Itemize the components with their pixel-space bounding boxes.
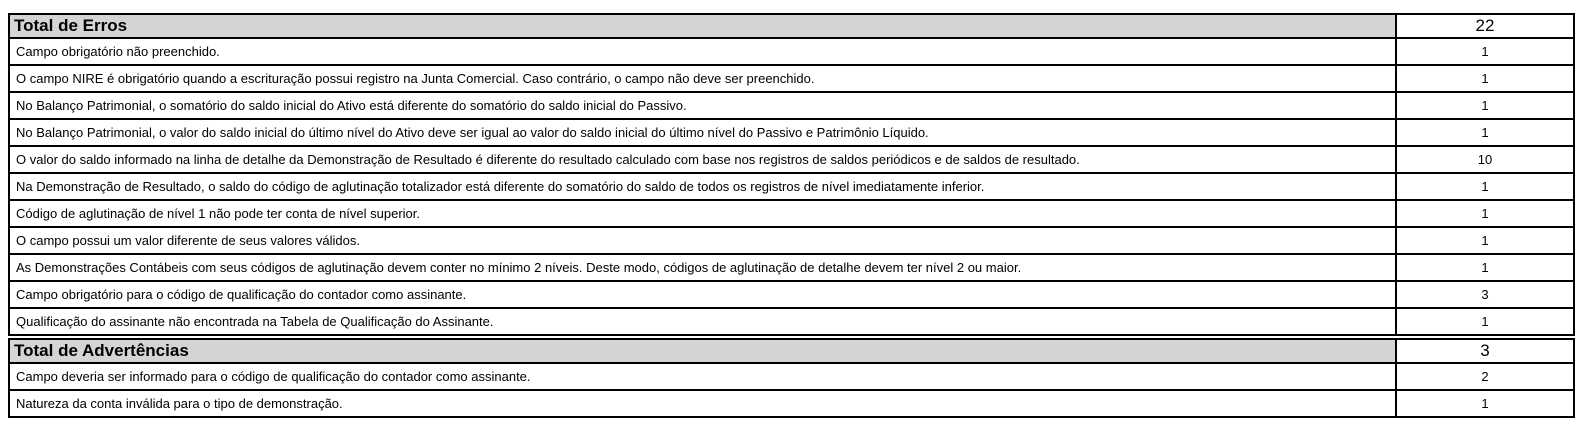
error-description: Código de aglutinação de nível 1 não pode ter conta de nível superior.	[9, 200, 1396, 227]
warnings-total: 3	[1396, 339, 1574, 363]
error-description: O campo NIRE é obrigatório quando a escrituração possui registro na Junta Comercial. Caso contrário, o campo não deve ser preenchido.	[9, 65, 1396, 92]
table-row	[9, 173, 1574, 200]
error-count: 1	[1396, 65, 1574, 92]
table-row	[9, 254, 1574, 281]
errors-title: Total de Erros	[9, 14, 1396, 38]
error-count: 1	[1396, 254, 1574, 281]
error-count: 1	[1396, 173, 1574, 200]
warnings-title: Total de Advertências	[9, 339, 1396, 363]
error-description: Qualificação do assinante não encontrada na Tabela de Qualificação do Assinante.	[9, 308, 1396, 335]
error-description: O campo possui um valor diferente de seus valores válidos.	[9, 227, 1396, 254]
error-description: Campo obrigatório não preenchido.	[9, 38, 1396, 65]
warning-count: 1	[1396, 390, 1574, 417]
errors-table	[8, 13, 1575, 336]
warnings-table	[8, 338, 1575, 418]
table-row	[9, 38, 1574, 65]
table-row	[9, 92, 1574, 119]
error-description: Na Demonstração de Resultado, o saldo do código de aglutinação totalizador está diferente do somatório do saldo de todos os registros de nível imediatamente inferior.	[9, 173, 1396, 200]
error-count: 1	[1396, 92, 1574, 119]
errors-total: 22	[1396, 14, 1574, 38]
error-description: Campo obrigatório para o código de qualificação do contador como assinante.	[9, 281, 1396, 308]
error-count: 1	[1396, 308, 1574, 335]
warning-count: 2	[1396, 363, 1574, 390]
error-count: 1	[1396, 119, 1574, 146]
warning-description: Natureza da conta inválida para o tipo de demonstração.	[9, 390, 1396, 417]
warnings-header-row	[9, 339, 1574, 363]
warning-description: Campo deveria ser informado para o código de qualificação do contador como assinante.	[9, 363, 1396, 390]
errors-body	[9, 14, 1574, 335]
table-row	[9, 119, 1574, 146]
error-count: 1	[1396, 38, 1574, 65]
table-row	[9, 390, 1574, 417]
errors-header-row	[9, 14, 1574, 38]
error-description: No Balanço Patrimonial, o valor do saldo inicial do último nível do Ativo deve ser igual ao valor do saldo inicial do último nível do Passivo e Patrimônio Líquido.	[9, 119, 1396, 146]
validation-report	[8, 13, 1573, 418]
table-row	[9, 200, 1574, 227]
error-description: O valor do saldo informado na linha de detalhe da Demonstração de Resultado é diferente do resultado calculado com base nos registros de saldos periódicos e de saldos de resultado.	[9, 146, 1396, 173]
error-count: 1	[1396, 227, 1574, 254]
error-count: 1	[1396, 200, 1574, 227]
table-row	[9, 146, 1574, 173]
table-row	[9, 227, 1574, 254]
error-description: No Balanço Patrimonial, o somatório do saldo inicial do Ativo está diferente do somatório do saldo inicial do Passivo.	[9, 92, 1396, 119]
table-row	[9, 281, 1574, 308]
error-description: As Demonstrações Contábeis com seus códigos de aglutinação devem conter no mínimo 2 níveis. Deste modo, códigos de aglutinação de detalhe devem ter nível 2 ou maior.	[9, 254, 1396, 281]
table-row	[9, 363, 1574, 390]
table-row	[9, 65, 1574, 92]
error-count: 10	[1396, 146, 1574, 173]
table-row	[9, 308, 1574, 335]
warnings-body	[9, 339, 1574, 417]
error-count: 3	[1396, 281, 1574, 308]
